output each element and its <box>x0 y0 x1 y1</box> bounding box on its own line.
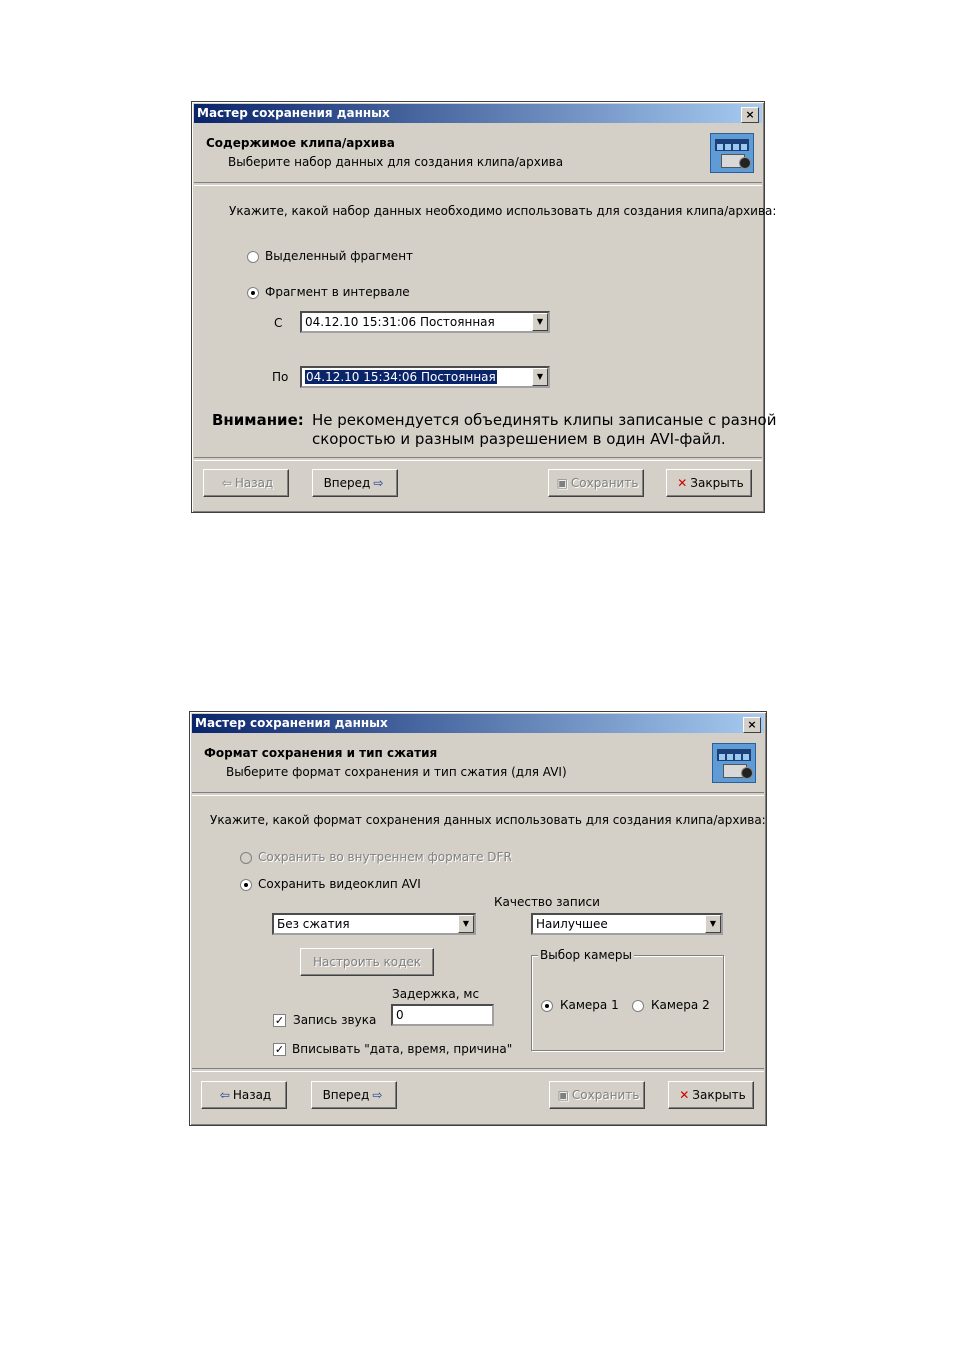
radio-camera-2[interactable] <box>632 1000 644 1012</box>
delay-input[interactable]: 0 <box>391 1004 494 1026</box>
chevron-down-icon[interactable]: ▼ <box>532 313 548 331</box>
forward-arrow-icon: ⇨ <box>372 1088 383 1102</box>
audio-checkbox[interactable]: ✓ <box>274 1014 285 1027</box>
camera-group <box>531 948 724 1051</box>
overlay-checkbox-label[interactable]: Вписывать "дата, время, причина" <box>292 1042 513 1056</box>
back-button-label: Назад <box>232 1088 272 1102</box>
to-select-value: 04.12.10 15:34:06 Постоянная <box>306 370 496 384</box>
header-divider <box>192 792 764 796</box>
chevron-down-icon[interactable]: ▼ <box>532 368 548 386</box>
close-button[interactable] <box>666 469 752 497</box>
page-title: Содержимое клипа/архива <box>206 136 395 150</box>
save-button[interactable] <box>549 1081 645 1109</box>
radio-selected-fragment[interactable] <box>247 251 259 263</box>
title-bar[interactable] <box>192 714 764 733</box>
page-subtitle: Выберите формат сохранения и тип сжатия (для AVI) <box>226 765 567 779</box>
footer-divider <box>194 457 762 461</box>
delay-label: Задержка, мс <box>392 987 480 1001</box>
warning-line-1: Не рекомендуется объединять клипы записаные с разной <box>312 411 777 429</box>
header-divider <box>194 182 762 186</box>
from-select[interactable] <box>300 311 550 333</box>
window-title: Мастер сохранения данных <box>197 106 390 120</box>
audio-checkbox-label[interactable]: Запись звука <box>293 1013 377 1027</box>
from-select-value: 04.12.10 15:31:06 Постоянная <box>305 315 495 329</box>
radio-interval-fragment[interactable] <box>247 287 259 299</box>
window-close-button[interactable]: × <box>741 107 759 123</box>
red-x-icon: ✕ <box>677 476 688 490</box>
page-title: Формат сохранения и тип сжатия <box>204 746 438 760</box>
next-button-label: Вперед <box>323 476 371 490</box>
configure-codec-label: Настроить кодек <box>312 955 422 969</box>
floppy-disk-icon: ▣ <box>556 476 568 490</box>
to-select[interactable] <box>300 366 550 388</box>
prompt-text: Укажите, какой набор данных необходимо использовать для создания клипа/архива: <box>229 204 777 218</box>
save-button[interactable] <box>548 469 644 497</box>
save-button-label: Сохранить <box>570 476 639 490</box>
back-arrow-icon: ⇦ <box>219 1088 230 1102</box>
red-x-icon: ✕ <box>679 1088 690 1102</box>
forward-arrow-icon: ⇨ <box>373 476 384 490</box>
wizard-header <box>194 123 762 183</box>
quality-label: Качество записи <box>494 895 600 909</box>
configure-codec-button[interactable] <box>300 948 434 976</box>
quality-select[interactable] <box>531 913 723 935</box>
radio-dfr-format[interactable] <box>240 852 252 864</box>
prompt-text: Укажите, какой формат сохранения данных использовать для создания клипа/архива: <box>210 813 766 827</box>
quality-select-value: Наилучшее <box>536 917 608 931</box>
wizard-header <box>192 733 764 793</box>
close-button-label: Закрыть <box>690 476 744 490</box>
wizard-dialog-content <box>191 101 777 513</box>
back-arrow-icon: ⇦ <box>221 476 232 490</box>
page-subtitle: Выберите набор данных для создания клипа/архива <box>228 155 564 169</box>
radio-dfr-format-label[interactable]: Сохранить во внутреннем формате DFR <box>258 850 512 864</box>
warning-line-2: скоростью и разным разрешением в один AVI-файл. <box>312 430 726 448</box>
radio-interval-fragment-label[interactable]: Фрагмент в интервале <box>265 285 410 299</box>
back-button[interactable] <box>203 469 289 497</box>
window-close-button[interactable]: × <box>743 717 761 733</box>
camera-film-icon <box>710 133 754 173</box>
camera-film-icon <box>712 743 756 783</box>
to-label: По <box>272 370 289 384</box>
next-button[interactable] <box>311 1081 397 1109</box>
close-button-label: Закрыть <box>692 1088 746 1102</box>
camera-group-label: Выбор камеры <box>540 948 633 962</box>
next-button-label: Вперед <box>322 1088 370 1102</box>
back-button-label: Назад <box>234 476 274 490</box>
close-button[interactable] <box>668 1081 754 1109</box>
radio-avi-format[interactable] <box>240 879 252 891</box>
wizard-dialog-format <box>189 711 767 1126</box>
footer-divider <box>192 1068 764 1072</box>
codec-select[interactable] <box>272 913 476 935</box>
chevron-down-icon[interactable]: ▼ <box>705 915 721 933</box>
radio-selected-fragment-label[interactable]: Выделенный фрагмент <box>265 249 414 263</box>
overlay-checkbox[interactable]: ✓ <box>274 1043 285 1056</box>
floppy-disk-icon: ▣ <box>557 1088 569 1102</box>
radio-camera-2-label[interactable]: Камера 2 <box>651 998 710 1012</box>
radio-avi-format-label[interactable]: Сохранить видеоклип AVI <box>258 877 421 891</box>
chevron-down-icon[interactable]: ▼ <box>458 915 474 933</box>
save-button-label: Сохранить <box>571 1088 640 1102</box>
radio-camera-1-label[interactable]: Камера 1 <box>560 998 619 1012</box>
codec-select-value: Без сжатия <box>277 917 350 931</box>
warning-label: Внимание: <box>212 411 304 429</box>
radio-camera-1[interactable] <box>541 1000 553 1012</box>
title-bar[interactable] <box>194 104 762 123</box>
from-label: С <box>274 316 283 330</box>
back-button[interactable] <box>201 1081 287 1109</box>
next-button[interactable] <box>312 469 398 497</box>
window-title: Мастер сохранения данных <box>195 716 388 730</box>
